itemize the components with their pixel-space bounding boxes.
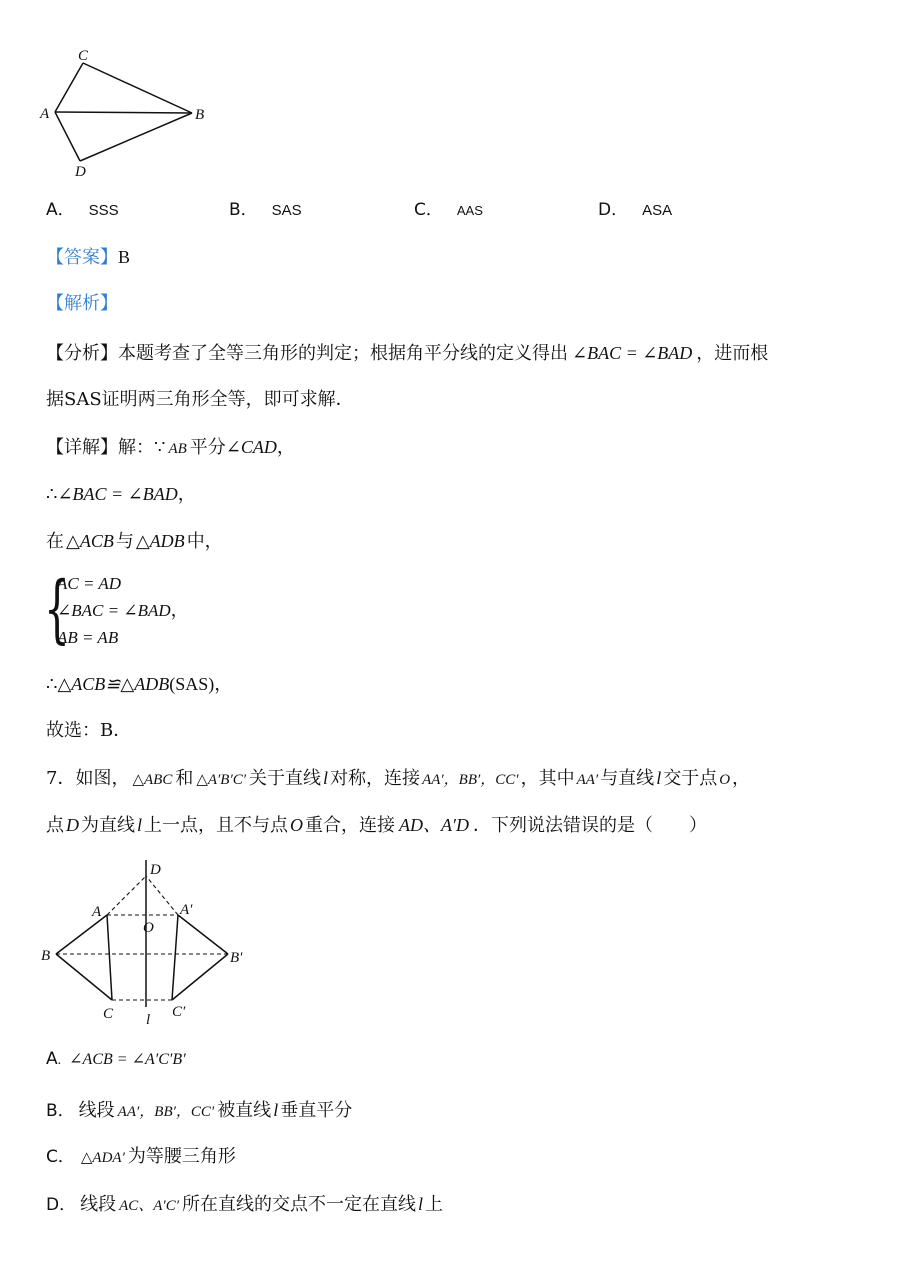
q7-l2-p8: ．下列说法错误的是（ ） xyxy=(472,815,707,836)
option-b-math: AA′，BB′，CC′ xyxy=(117,1104,215,1120)
detail-ab: AB xyxy=(168,441,187,457)
label-c: C xyxy=(103,1006,114,1022)
detail-choose: 故选：B． xyxy=(46,720,132,741)
option-label: B． xyxy=(229,200,258,220)
option-label: B． xyxy=(46,1101,75,1121)
answer-line xyxy=(46,245,130,270)
detail-line2 xyxy=(46,482,196,507)
system-eq1: AC = AD xyxy=(57,574,122,593)
option-d-math: AC、A′C′ xyxy=(119,1198,179,1214)
option-d-var: l xyxy=(418,1194,424,1214)
q7-p3: △A′B′C′ xyxy=(196,772,247,788)
option-b-mid: 被直线 xyxy=(217,1100,272,1121)
answer-tag: 【答案】 xyxy=(46,247,118,268)
q7-p13: O xyxy=(719,772,731,788)
q7-l2-p3: l xyxy=(137,815,143,835)
option-value: AAS xyxy=(456,203,483,218)
label-d: D xyxy=(75,164,86,180)
label-a: A xyxy=(40,106,50,122)
option-value: SSS xyxy=(88,202,119,219)
system-comma: ， xyxy=(170,600,189,621)
q7-l2-p5: O xyxy=(290,815,304,835)
therefore-symbol-2: ∴ xyxy=(46,674,58,694)
detail-pingfen: 平分 xyxy=(189,437,226,458)
because-symbol: ∵ xyxy=(154,437,166,457)
q7-p2: 和 xyxy=(175,768,194,789)
system-eq3: AB = AB xyxy=(57,628,119,647)
option-label: C． xyxy=(414,200,443,220)
detail-concl-paren: (SAS) xyxy=(169,674,215,694)
segment-a2c2 xyxy=(172,915,178,1000)
q7-p12: 交于点 xyxy=(663,768,718,789)
fenxi-line2: 据SAS证明两三角形全等，即可求解． xyxy=(46,389,354,410)
option-label: D． xyxy=(598,200,629,220)
q7-l2-p6: 重合，连接 xyxy=(305,815,396,836)
label-o: O xyxy=(143,920,154,936)
q7-l2-p1: D xyxy=(66,815,79,835)
segment-a2b2 xyxy=(178,915,228,954)
segment-bc xyxy=(56,954,112,1000)
label-a-prime: A′ xyxy=(180,902,193,918)
label-b-prime: B′ xyxy=(230,950,243,966)
option-b-post: 垂直平分 xyxy=(280,1100,353,1121)
detail-concl: △ACB≌△ADB xyxy=(57,674,170,694)
q7-line2 xyxy=(46,813,707,838)
option-b-var: l xyxy=(273,1100,279,1120)
label-c: C xyxy=(78,48,89,64)
option-a-math: ∠ACB = ∠A′C′B′ xyxy=(69,1051,186,1068)
q6-option-c xyxy=(414,198,483,223)
option-value: ASA xyxy=(642,202,673,219)
detail-zhong: 中， xyxy=(186,531,223,552)
detail-concl-comma: ， xyxy=(214,674,233,695)
option-d-post: 上 xyxy=(425,1194,444,1215)
q7-p9: AA′ xyxy=(576,772,599,788)
label-a: A xyxy=(92,904,102,920)
q7-p10: 与直线 xyxy=(600,768,655,789)
option-c-post: 为等腰三角形 xyxy=(127,1146,236,1167)
segment-ab xyxy=(55,112,192,113)
q7-l2-p7: AD、A′D xyxy=(399,815,469,835)
q7-option-c xyxy=(46,1145,236,1170)
q7-l2-p2: 为直线 xyxy=(81,815,135,836)
option-value: SAS xyxy=(271,202,302,219)
q7-p6: 对称，连接 xyxy=(330,768,421,789)
segment-db xyxy=(80,113,192,161)
analysis-tag: 【解析】 xyxy=(46,293,118,314)
q7-p14: ， xyxy=(732,768,751,789)
q7-option-a xyxy=(46,1047,186,1073)
segment-ac xyxy=(107,915,112,1000)
segment-ad xyxy=(107,876,146,915)
system-eq2 xyxy=(57,599,189,623)
q7-l2-p4: 上一点，且不与点 xyxy=(144,815,289,836)
q7-p5: l xyxy=(323,768,329,788)
q6-option-a xyxy=(46,198,119,223)
segment-ad xyxy=(55,112,80,161)
detail-zai: 在 xyxy=(46,531,64,552)
segment-a2d xyxy=(146,876,178,915)
option-label: D． xyxy=(46,1195,77,1215)
segment-ac xyxy=(55,63,83,112)
option-label: C． xyxy=(46,1147,75,1167)
detail-text1: 解： xyxy=(118,437,154,458)
figure-kite xyxy=(30,40,230,190)
detail-conclusion xyxy=(46,672,232,697)
fenxi-line1 xyxy=(46,341,768,366)
segment-b2c2 xyxy=(172,954,228,1000)
figure-symmetry xyxy=(30,852,260,1032)
label-c-prime: C′ xyxy=(172,1004,186,1020)
q7-p4: 关于直线 xyxy=(249,768,322,789)
q7-p11: l xyxy=(656,768,662,788)
option-label: A． xyxy=(46,200,75,220)
detail-tag: 【详解】 xyxy=(46,437,118,458)
q7-option-d xyxy=(46,1192,443,1218)
option-d-mid: 所在直线的交点不一定在直线 xyxy=(182,1194,416,1215)
q7-p1: △ABC xyxy=(132,772,173,788)
detail-comma: ， xyxy=(276,437,295,458)
detail-cad: ∠CAD xyxy=(225,437,277,457)
option-c-math: △ADA′ xyxy=(80,1150,125,1166)
detail-tri1: △ACB xyxy=(66,531,114,551)
label-d: D xyxy=(150,862,161,878)
q7-option-b xyxy=(46,1098,352,1124)
detail-line3 xyxy=(46,529,223,554)
q7-p0: 7．如图， xyxy=(46,768,130,789)
label-b: B xyxy=(41,948,51,964)
q7-l2-p0: 点 xyxy=(46,815,64,836)
detail-comma2: ， xyxy=(177,484,196,505)
option-b-pre: 线段 xyxy=(78,1100,115,1121)
detail-yu: 与 xyxy=(115,531,134,552)
q7-p7: AA′，BB′，CC′ xyxy=(422,772,519,788)
fenxi-tag: 【分析】 xyxy=(46,343,118,364)
answer-value: B xyxy=(118,247,131,267)
detail-tri2: △ADB xyxy=(135,531,185,551)
label-l: l xyxy=(146,1012,151,1028)
label-b: B xyxy=(195,107,205,123)
fenxi-text1: 本题考查了全等三角形的判定；根据角平分线的定义得出 xyxy=(118,343,568,364)
fenxi-text2: ，进而根 xyxy=(696,343,769,364)
q6-option-b xyxy=(229,198,302,223)
option-dot: . xyxy=(57,1053,62,1068)
system-brace: { xyxy=(44,566,70,652)
option-label: A xyxy=(46,1049,58,1069)
q6-option-d xyxy=(598,198,672,223)
detail-eq1: ∠BAC = ∠BAD xyxy=(57,484,178,504)
segment-ab xyxy=(56,915,107,954)
option-d-pre: 线段 xyxy=(80,1194,117,1215)
segment-cb xyxy=(83,63,192,113)
therefore-symbol: ∴ xyxy=(46,484,58,504)
q7-line1 xyxy=(46,766,750,792)
q7-p8: ，其中 xyxy=(520,768,575,789)
fenxi-math1: ∠BAC = ∠BAD xyxy=(572,343,693,363)
detail-line1 xyxy=(46,435,295,461)
system-eq2-math: ∠BAC = ∠BAD xyxy=(57,601,171,620)
